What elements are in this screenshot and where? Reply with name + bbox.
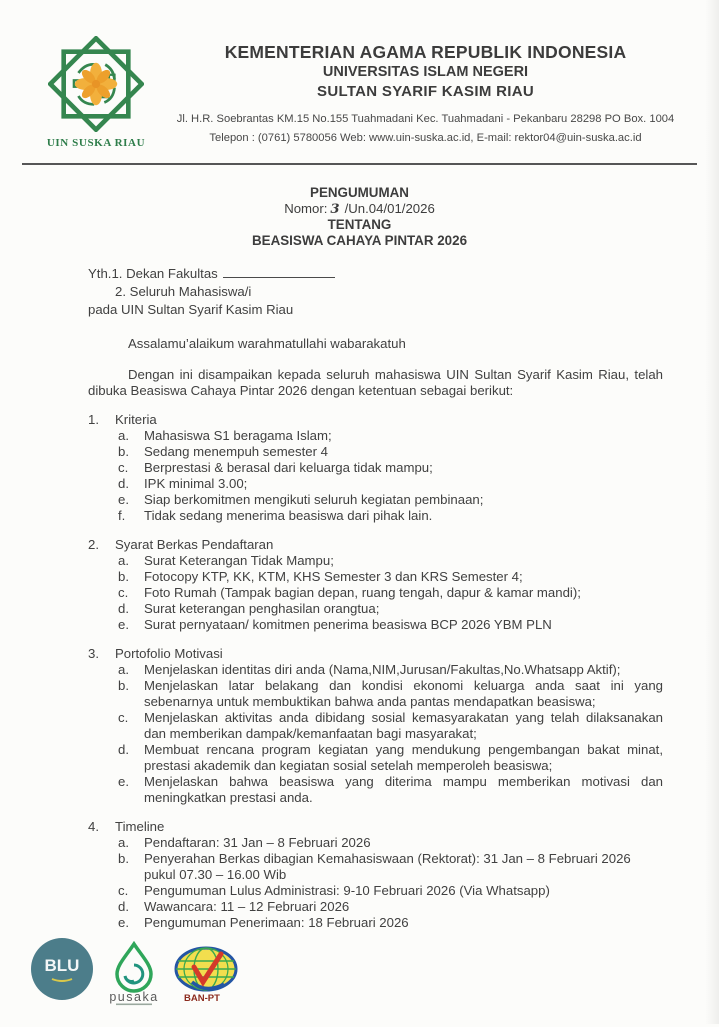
logo-caption: UIN SUSKA RIAU <box>46 137 146 149</box>
section-timeline <box>88 819 663 931</box>
list-item: d. Membuat rencana program kegiatan yang mendukung pengembangan bakat minat, prestasi akademik dan kegiatan sosial setelah memperoleh beasiswa; <box>118 742 663 773</box>
uin-suska-star-icon <box>48 36 144 132</box>
list-item: e. Pengumuman Penerimaan: 18 Februari 2026 <box>118 915 409 930</box>
pusaka-droplet-icon <box>106 941 162 1007</box>
list-item: c. Menjelaskan aktivitas anda dibidang sosial kemasyarakatan yang telah dilaksanakan dan memberikan dampak/kemanfaatan bagi masyarakat; <box>118 710 663 741</box>
ministry-name: KEMENTERIAN AGAMA REPUBLIK INDONESIA <box>224 42 627 62</box>
section-number: 3. <box>88 646 99 661</box>
section-syarat-berkas <box>88 537 663 633</box>
section-number: 4. <box>88 819 99 834</box>
letterhead <box>0 0 719 151</box>
address-line: Jl. H.R. Soebrantas KM.15 No.155 Tuahmadani Kec. Tuahmadani - Pekanbaru 28298 PO Box. 1004 <box>176 113 675 125</box>
list-item: d. Wawancara: 11 – 12 Februari 2026 <box>118 899 350 914</box>
banpt-logo <box>172 945 242 1009</box>
footer-logos <box>0 931 719 1027</box>
list-item: c. Berprestasi & berasal dari keluarga tidak mampu; <box>118 460 433 475</box>
list-item: b. Menjelaskan latar belakang dan kondisi ekonomi keluarga anda saat ini yang sebenarnya untuk membuktikan bahwa anda pantas mendapatkan beasiswa; <box>118 678 663 709</box>
list-item: e. Surat pernyataan/ komitmen penerima beasiswa BCP 2026 YBM PLN <box>118 617 552 632</box>
svg-text:pusaka: pusaka <box>109 990 159 1004</box>
letterhead-divider <box>22 163 697 165</box>
number-rest: /Un.04/01/2026 <box>344 200 435 216</box>
campus-name: SULTAN SYARIF KASIM RIAU <box>317 83 534 100</box>
list-item: c. Pengumuman Lulus Administrasi: 9-10 Februari 2026 (Via Whatsapp) <box>118 883 550 898</box>
section-number: 1. <box>88 412 99 427</box>
document-title: PENGUMUMAN <box>310 185 409 200</box>
list-item: e. Siap berkomitmen mengikuti seluruh kegiatan pembinaan; <box>118 492 484 507</box>
university-name: UNIVERSITAS ISLAM NEGERI <box>322 64 529 80</box>
university-logo-block <box>34 36 158 151</box>
list-item: b. Fotocopy KTP, KK, KTM, KHS Semester 3 dan KRS Semester 4; <box>118 569 523 584</box>
list-item: b. Sedang menempuh semester 4 <box>118 444 329 459</box>
list-item: d. Surat keterangan penghasilan orangtua; <box>118 601 380 616</box>
svg-text:BLU: BLU <box>44 956 80 975</box>
addressee-line-1: Yth.1. Dekan Fakultas <box>88 265 663 283</box>
section-heading: Syarat Berkas Pendaftaran <box>115 537 274 552</box>
salutation: Assalamu’alaikum warahmatullahi wabarakatuh <box>128 336 406 351</box>
section-heading: Kriteria <box>115 412 157 427</box>
section-heading: Portofolio Motivasi <box>115 646 223 661</box>
list-item: d. IPK minimal 3.00; <box>118 476 248 491</box>
section-number: 2. <box>88 537 99 552</box>
opening-paragraph: Dengan ini disampaikan kepada seluruh mahasiswa UIN Sultan Syarif Kasim Riau, telah dibuka Beasiswa Cahaya Pintar 2026 dengan ketentuan sebagai berikut: <box>88 367 663 398</box>
title-block <box>0 185 719 248</box>
section-portofolio-motivasi <box>88 646 663 806</box>
list-item: b. Penyerahan Berkas dibagian Kemahasiswaan (Rektorat): 31 Jan – 8 Februari 2026 pukul 07.30 – 16.00 Wib <box>118 851 631 882</box>
list-item: a. Mahasiswa S1 beragama Islam; <box>118 428 332 443</box>
number-handwritten-value: 3 <box>330 201 340 217</box>
blank-underline <box>223 266 335 278</box>
list-item: e. Menjelaskan bahwa beasiswa yang diterima mampu memberikan motivasi dan meningkatkan prestasi anda. <box>118 774 663 805</box>
banpt-globe-icon <box>172 945 242 1005</box>
addressee-line-2: 2. Seluruh Mahasiswa/i <box>115 284 252 299</box>
list-item: a. Pendaftaran: 31 Jan – 8 Februari 2026 <box>118 835 371 850</box>
section-kriteria <box>88 412 663 524</box>
addressee-line-3: pada UIN Sultan Syarif Kasim Riau <box>88 302 294 317</box>
section-heading: Timeline <box>115 819 165 834</box>
contact-line: Telepon : (0761) 5780056 Web: www.uin-suska.ac.id, E-mail: rektor04@uin-suska.ac.id <box>209 132 642 144</box>
svg-text:BAN-PT: BAN-PT <box>184 993 220 1004</box>
document-number <box>0 201 719 218</box>
list-item: f. Tidak sedang menerima beasiswa dari pihak lain. <box>118 508 433 523</box>
blu-logo <box>30 937 94 1005</box>
document-body <box>0 248 719 931</box>
blu-circle-icon <box>30 937 94 1001</box>
list-item: a. Menjelaskan identitas diri anda (Nama,NIM,Jurusan/Fakultas,No.Whatsapp Aktif); <box>118 662 621 677</box>
list-item: c. Foto Rumah (Tampak bagian depan, ruang tengah, dapur & kamar mandi); <box>118 585 581 600</box>
pusaka-logo <box>106 941 162 1011</box>
list-item: a. Surat Keterangan Tidak Mampu; <box>118 553 334 568</box>
number-label: Nomor: <box>284 200 328 216</box>
document-subject: BEASISWA CAHAYA PINTAR 2026 <box>251 232 468 248</box>
letterhead-text <box>158 36 693 151</box>
addressee-block <box>88 265 663 319</box>
document-about-label: TENTANG <box>327 217 392 232</box>
